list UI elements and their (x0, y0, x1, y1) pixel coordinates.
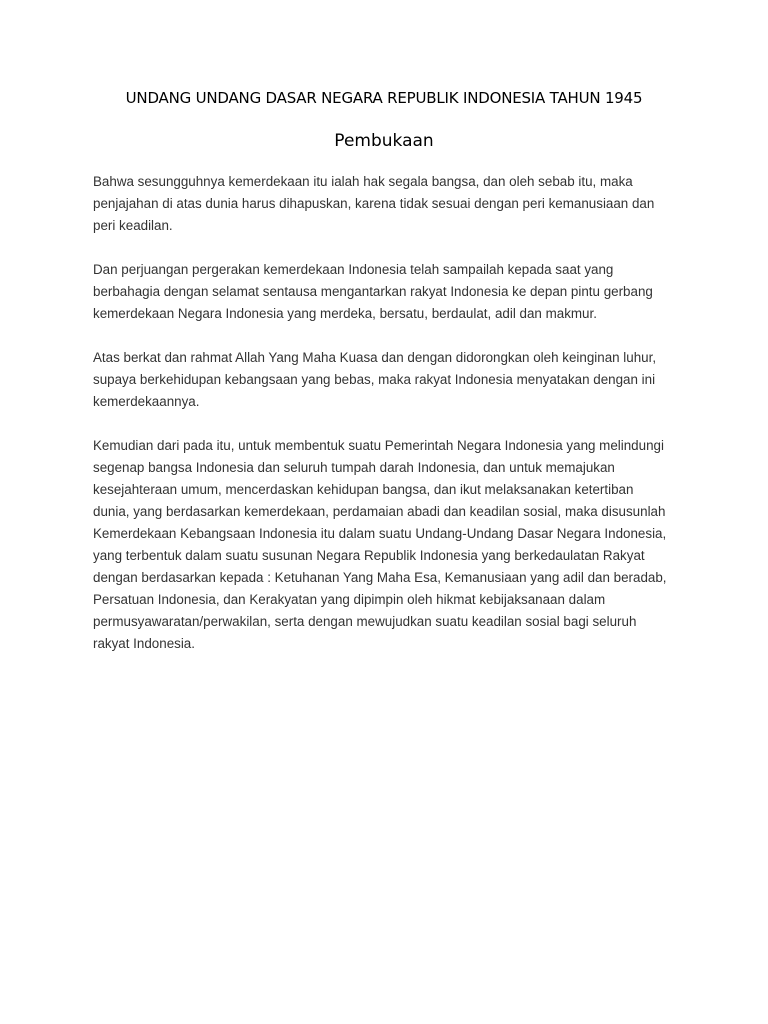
paragraph-line: berbahagia dengan selamat sentausa mengantarkan rakyat Indonesia ke depan pintu gerbang (93, 284, 653, 299)
paragraph-line: segenap bangsa Indonesia dan seluruh tumpah darah Indonesia, dan untuk memajukan (93, 460, 615, 475)
paragraph-line: permusyawaratan/perwakilan, serta dengan mewujudkan suatu keadilan sosial bagi seluruh (93, 614, 637, 629)
paragraph-line: rakyat Indonesia. (93, 636, 195, 651)
section-heading: Pembukaan (334, 131, 434, 151)
paragraph-line: penjajahan di atas dunia harus dihapuskan, karena tidak sesuai dengan peri kemanusiaan dan (93, 196, 655, 211)
paragraph-line: Kemudian dari pada itu, untuk membentuk suatu Pemerintah Negara Indonesia yang melindungi (93, 438, 664, 453)
paragraph-2 (93, 259, 683, 325)
paragraph-4 (93, 435, 683, 655)
paragraph-line: Atas berkat dan rahmat Allah Yang Maha Kuasa dan dengan didorongkan oleh keinginan luhur, (93, 350, 657, 365)
paragraph-1 (93, 171, 683, 237)
paragraph-line: kemerdekaan Negara Indonesia yang merdeka, bersatu, berdaulat, adil dan makmur. (93, 306, 597, 321)
document-body (93, 171, 683, 677)
paragraph-3 (93, 347, 683, 413)
paragraph-line: Persatuan Indonesia, dan Kerakyatan yang dipimpin oleh hikmat kebijaksanaan dalam (93, 592, 606, 607)
paragraph-line: kemerdekaannya. (93, 394, 200, 409)
paragraph-line: Kemerdekaan Kebangsaan Indonesia itu dalam suatu Undang-Undang Dasar Negara Indonesia, (93, 526, 667, 541)
document-title: UNDANG UNDANG DASAR NEGARA REPUBLIK INDONESIA TAHUN 1945 (125, 89, 643, 107)
paragraph-line: Dan perjuangan pergerakan kemerdekaan Indonesia telah sampailah kepada saat yang (93, 262, 614, 277)
paragraph-line: kesejahteraan umum, mencerdaskan kehidupan bangsa, dan ikut melaksanakan ketertiban (93, 482, 634, 497)
paragraph-line: dunia, yang berdasarkan kemerdekaan, perdamaian abadi dan keadilan sosial, maka disusunlah (93, 504, 666, 519)
paragraph-line: dengan berdasarkan kepada : Ketuhanan Yang Maha Esa, Kemanusiaan yang adil dan beradab, (93, 570, 667, 585)
paragraph-line: peri keadilan. (93, 218, 173, 233)
paragraph-line: yang terbentuk dalam suatu susunan Negara Republik Indonesia yang berkedaulatan Rakyat (93, 548, 645, 563)
paragraph-line: supaya berkehidupan kebangsaan yang bebas, maka rakyat Indonesia menyatakan dengan ini (93, 372, 656, 387)
paragraph-line: Bahwa sesungguhnya kemerdekaan itu ialah hak segala bangsa, dan oleh sebab itu, maka (93, 174, 633, 189)
